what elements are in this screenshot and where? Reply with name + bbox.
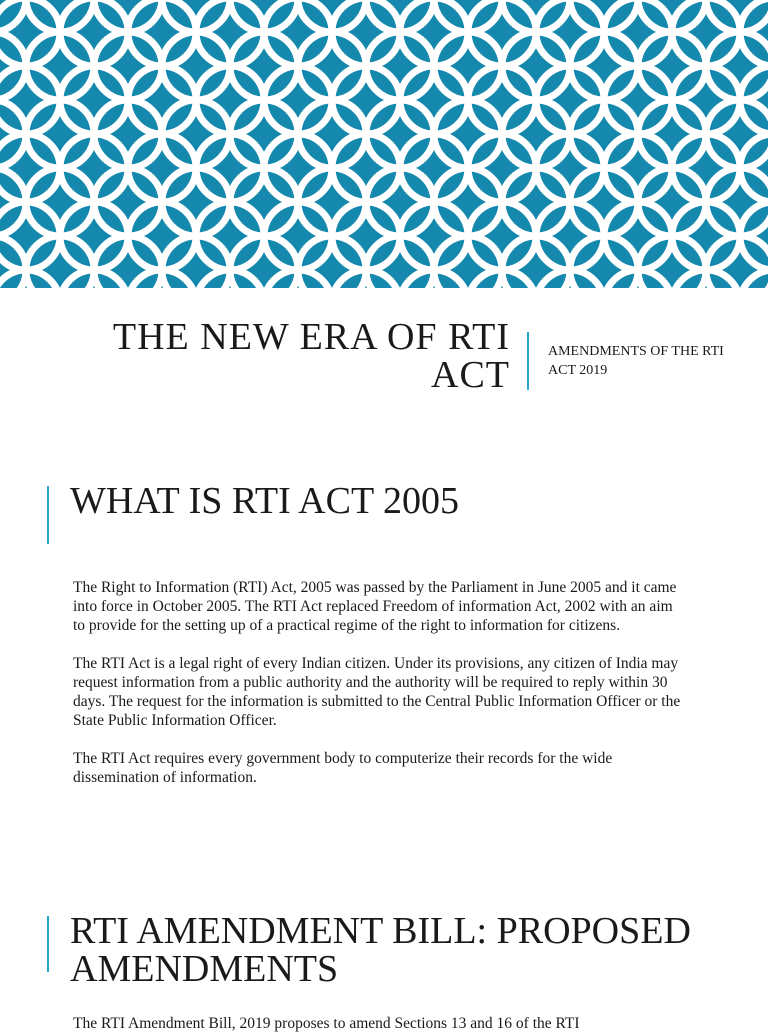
title-divider	[527, 332, 529, 390]
paragraph-amendment-partial: The RTI Amendment Bill, 2019 proposes to amend Sections 13 and 16 of the RTI	[73, 1015, 580, 1032]
section-heading: RTI AMENDMENT BILL: PROPOSED AMENDMENTS	[70, 910, 691, 990]
section-heading: WHAT IS RTI ACT 2005	[70, 480, 459, 522]
heading-accent-bar	[47, 486, 49, 544]
paragraph-rti-rights: The RTI Act is a legal right of every Indian citizen. Under its provisions, any citizen of India may request information from a public authority and the authority will be required to reply within 30 days. The request for the information is submitted to the Central Public Information Officer or the State Public Information Officer.	[73, 655, 681, 729]
presentation-title: THE NEW ERA OF RTI ACT	[112, 316, 510, 396]
title-slide	[0, 288, 768, 418]
decorative-pattern-banner	[0, 0, 768, 288]
paragraph-rti-records: The RTI Act requires every government body to computerize their records for the wide dissemination of information.	[73, 750, 613, 786]
presentation-subtitle: AMENDMENTS OF THE RTI ACT 2019	[548, 344, 724, 378]
heading-accent-bar	[47, 916, 49, 972]
section-body	[73, 578, 683, 806]
paragraph-rti-overview: The Right to Information (RTI) Act, 2005 was passed by the Parliament in June 2005 and it came into force in October 2005. The RTI Act replaced Freedom of information Act, 2002 with an aim to provide for the setting up of a practical regime of the right to information for citizens.	[73, 579, 677, 634]
